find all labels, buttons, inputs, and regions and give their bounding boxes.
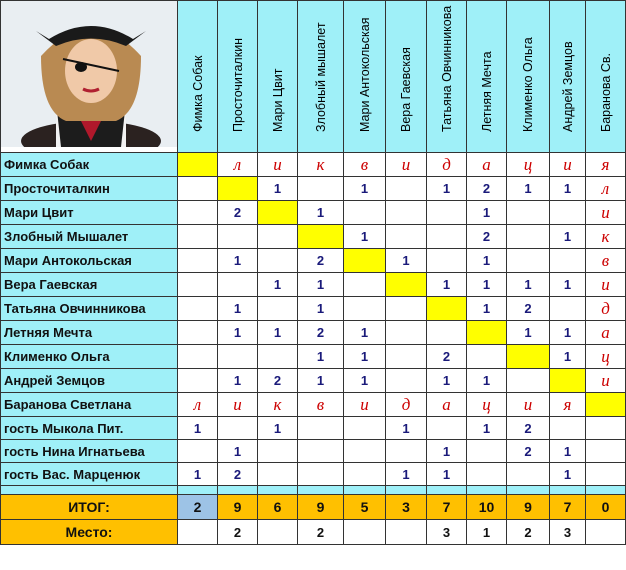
player-row xyxy=(1,177,626,201)
vote-cell xyxy=(218,417,258,440)
diagonal-cell xyxy=(344,249,386,273)
spacer-cell xyxy=(218,486,258,495)
vote-cell xyxy=(467,345,507,369)
total-cell: 5 xyxy=(344,495,386,520)
vote-cell: 1 xyxy=(386,463,427,486)
player-name: Мари Антокольская xyxy=(1,249,178,273)
diagonal-cell xyxy=(258,201,298,225)
vote-cell xyxy=(507,225,550,249)
vote-cell: 1 xyxy=(467,297,507,321)
vote-cell xyxy=(427,417,467,440)
letter-cell: д xyxy=(586,297,626,321)
vote-cell xyxy=(298,417,344,440)
vote-cell: 2 xyxy=(507,440,550,463)
column-header-label: Мари Цвит xyxy=(270,68,285,132)
diagonal-cell xyxy=(298,225,344,249)
vote-cell xyxy=(467,440,507,463)
vote-cell: 2 xyxy=(507,417,550,440)
column-header xyxy=(298,1,344,153)
column-header xyxy=(258,1,298,153)
vote-cell: 1 xyxy=(344,369,386,393)
player-name: Вера Гаевская xyxy=(1,273,178,297)
total-cell: 0 xyxy=(586,495,626,520)
vote-cell: 1 xyxy=(258,417,298,440)
diagonal-cell xyxy=(218,177,258,201)
vote-cell xyxy=(586,440,626,463)
vote-cell xyxy=(386,177,427,201)
letter-cell: ц xyxy=(586,345,626,369)
guest-row xyxy=(1,440,626,463)
spacer-cell xyxy=(298,486,344,495)
diagonal-cell xyxy=(178,153,218,177)
player-name: Татьяна Овчинникова xyxy=(1,297,178,321)
vote-cell xyxy=(386,369,427,393)
player-row xyxy=(1,153,626,177)
place-cell xyxy=(586,520,626,545)
player-name: Злобный Мышалет xyxy=(1,225,178,249)
diagonal-cell xyxy=(507,345,550,369)
vote-cell: 1 xyxy=(218,249,258,273)
vote-cell xyxy=(218,225,258,249)
player-row xyxy=(1,225,626,249)
column-header xyxy=(550,1,586,153)
player-row xyxy=(1,297,626,321)
vote-cell xyxy=(298,177,344,201)
vote-cell: 2 xyxy=(298,321,344,345)
column-header xyxy=(386,1,427,153)
diagonal-cell xyxy=(386,273,427,297)
spacer-cell xyxy=(386,486,427,495)
vote-cell xyxy=(344,201,386,225)
vote-cell: 2 xyxy=(218,201,258,225)
column-header-label: Вера Гаевская xyxy=(399,47,413,132)
vote-cell: 1 xyxy=(507,273,550,297)
vote-cell xyxy=(386,201,427,225)
vote-cell xyxy=(427,321,467,345)
diagonal-cell xyxy=(586,393,626,417)
total-cell: 6 xyxy=(258,495,298,520)
vote-cell: 2 xyxy=(467,225,507,249)
player-row xyxy=(1,321,626,345)
column-header xyxy=(218,1,258,153)
letter-cell: и xyxy=(258,153,298,177)
vote-cell xyxy=(386,321,427,345)
place-cell: 2 xyxy=(507,520,550,545)
vote-cell xyxy=(218,345,258,369)
column-header xyxy=(427,1,467,153)
vote-cell: 1 xyxy=(298,201,344,225)
spacer-cell xyxy=(258,486,298,495)
player-name: Фимка Собак xyxy=(1,153,178,177)
letter-cell: а xyxy=(586,321,626,345)
place-cell xyxy=(344,520,386,545)
letter-cell: л xyxy=(178,393,218,417)
letter-cell: в xyxy=(344,153,386,177)
spacer-cell xyxy=(586,486,626,495)
vote-cell: 1 xyxy=(467,369,507,393)
diagonal-cell xyxy=(467,321,507,345)
vote-cell: 1 xyxy=(344,345,386,369)
letter-cell: л xyxy=(586,177,626,201)
spacer-row xyxy=(1,486,626,495)
letter-cell: и xyxy=(586,273,626,297)
spacer-cell xyxy=(344,486,386,495)
vote-cell xyxy=(178,297,218,321)
letter-cell: и xyxy=(550,153,586,177)
letter-cell: д xyxy=(386,393,427,417)
letter-cell: и xyxy=(586,201,626,225)
spacer-cell xyxy=(507,486,550,495)
vote-cell: 1 xyxy=(550,440,586,463)
vote-cell: 1 xyxy=(427,273,467,297)
vote-cell: 1 xyxy=(178,417,218,440)
vote-cell xyxy=(258,345,298,369)
header-row xyxy=(1,1,626,153)
vote-cell: 1 xyxy=(467,201,507,225)
vote-cell: 1 xyxy=(344,177,386,201)
vote-cell xyxy=(550,417,586,440)
total-cell: 3 xyxy=(386,495,427,520)
vote-cell: 1 xyxy=(218,321,258,345)
player-row xyxy=(1,273,626,297)
place-cell: 3 xyxy=(550,520,586,545)
vote-cell xyxy=(507,201,550,225)
vote-cell: 2 xyxy=(258,369,298,393)
total-cell: 9 xyxy=(298,495,344,520)
vote-cell: 1 xyxy=(344,225,386,249)
vote-cell xyxy=(298,463,344,486)
vote-cell: 1 xyxy=(507,321,550,345)
place-cell xyxy=(178,520,218,545)
player-name: Летняя Мечта xyxy=(1,321,178,345)
vote-cell: 1 xyxy=(550,345,586,369)
vote-cell xyxy=(386,440,427,463)
column-header xyxy=(467,1,507,153)
vote-cell: 1 xyxy=(550,321,586,345)
vote-cell: 1 xyxy=(218,440,258,463)
letter-cell: ц xyxy=(467,393,507,417)
column-header-label: Татьяна Овчинникова xyxy=(439,5,454,132)
vote-cell xyxy=(427,201,467,225)
player-name: Клименко Ольга xyxy=(1,345,178,369)
total-cell: 7 xyxy=(550,495,586,520)
vote-cell xyxy=(344,417,386,440)
column-header-label: Просточиталкин xyxy=(230,37,245,132)
vote-cell: 1 xyxy=(218,297,258,321)
vote-cell: 1 xyxy=(178,463,218,486)
vote-cell xyxy=(258,440,298,463)
vote-cell xyxy=(178,369,218,393)
vote-cell: 1 xyxy=(298,273,344,297)
vote-cell xyxy=(344,273,386,297)
column-header-label: Мари Антокольская xyxy=(357,17,372,132)
vote-cell xyxy=(178,345,218,369)
column-header-label: Андрей Земцов xyxy=(560,41,575,132)
vote-cell: 2 xyxy=(427,345,467,369)
player-name: Баранова Светлана xyxy=(1,393,178,417)
player-row xyxy=(1,345,626,369)
player-row xyxy=(1,369,626,393)
letter-cell: я xyxy=(586,153,626,177)
vote-cell xyxy=(178,273,218,297)
vote-cell: 1 xyxy=(467,273,507,297)
total-cell: 9 xyxy=(218,495,258,520)
player-name: Мари Цвит xyxy=(1,201,178,225)
vote-cell: 1 xyxy=(550,463,586,486)
place-cell xyxy=(258,520,298,545)
vote-cell: 1 xyxy=(344,321,386,345)
vote-cell xyxy=(178,201,218,225)
spacer-cell xyxy=(1,486,178,495)
letter-cell: и xyxy=(218,393,258,417)
total-label: ИТОГ: xyxy=(1,495,178,520)
vote-cell xyxy=(258,225,298,249)
vote-cell xyxy=(550,201,586,225)
vote-cell: 2 xyxy=(218,463,258,486)
total-cell: 9 xyxy=(507,495,550,520)
letter-cell: я xyxy=(550,393,586,417)
spacer-cell xyxy=(550,486,586,495)
column-header-label: Клименко Ольга xyxy=(521,37,535,132)
column-header-label: Летняя Мечта xyxy=(479,51,494,132)
vote-cell xyxy=(178,225,218,249)
vote-cell xyxy=(258,463,298,486)
place-cell: 2 xyxy=(218,520,258,545)
column-header-label: Баранова Св. xyxy=(598,53,613,132)
letter-cell: к xyxy=(298,153,344,177)
vote-cell xyxy=(218,273,258,297)
vote-cell xyxy=(344,440,386,463)
column-header xyxy=(586,1,626,153)
vote-cell xyxy=(507,369,550,393)
vote-cell xyxy=(298,440,344,463)
player-name: Просточиталкин xyxy=(1,177,178,201)
guest-row xyxy=(1,463,626,486)
column-header-label: Злобный мышалет xyxy=(313,22,328,132)
spacer-cell xyxy=(178,486,218,495)
letter-cell: в xyxy=(298,393,344,417)
place-label: Место: xyxy=(1,520,178,545)
letter-cell: к xyxy=(586,225,626,249)
letter-cell: и xyxy=(344,393,386,417)
vote-cell xyxy=(178,440,218,463)
vote-cell: 1 xyxy=(386,417,427,440)
vote-cell xyxy=(427,225,467,249)
guest-name: гость Вас. Марценюк xyxy=(1,463,178,486)
vote-cell xyxy=(386,345,427,369)
total-cell: 7 xyxy=(427,495,467,520)
diagonal-cell xyxy=(427,297,467,321)
vote-cell xyxy=(507,463,550,486)
vote-cell xyxy=(344,297,386,321)
vote-cell: 1 xyxy=(258,273,298,297)
place-cell: 1 xyxy=(467,520,507,545)
letter-cell: и xyxy=(386,153,427,177)
vote-cell xyxy=(550,297,586,321)
pirate-portrait-icon xyxy=(1,1,177,147)
total-cell: 10 xyxy=(467,495,507,520)
vote-cell: 2 xyxy=(467,177,507,201)
vote-cell: 1 xyxy=(298,369,344,393)
vote-cell xyxy=(178,321,218,345)
total-row xyxy=(1,495,626,520)
vote-cell xyxy=(258,249,298,273)
portrait-image xyxy=(1,1,178,153)
vote-cell: 1 xyxy=(550,225,586,249)
vote-cell xyxy=(427,249,467,273)
vote-cell: 1 xyxy=(507,177,550,201)
column-header xyxy=(178,1,218,153)
player-name: Андрей Земцов xyxy=(1,369,178,393)
place-cell: 3 xyxy=(427,520,467,545)
vote-cell: 1 xyxy=(467,249,507,273)
vote-cell xyxy=(586,417,626,440)
letter-cell: в xyxy=(586,249,626,273)
guest-row xyxy=(1,417,626,440)
vote-cell: 1 xyxy=(258,321,298,345)
column-header xyxy=(507,1,550,153)
letter-cell: а xyxy=(467,153,507,177)
vote-cell: 2 xyxy=(298,249,344,273)
vote-cell xyxy=(467,463,507,486)
guest-name: гость Нина Игнатьева xyxy=(1,440,178,463)
vote-cell: 1 xyxy=(218,369,258,393)
vote-cell: 1 xyxy=(427,463,467,486)
vote-cell xyxy=(178,177,218,201)
letter-cell: л xyxy=(218,153,258,177)
vote-cell xyxy=(507,249,550,273)
vote-cell: 1 xyxy=(298,345,344,369)
vote-cell: 2 xyxy=(507,297,550,321)
player-row xyxy=(1,201,626,225)
vote-cell: 1 xyxy=(467,417,507,440)
vote-cell: 1 xyxy=(258,177,298,201)
vote-cell: 1 xyxy=(427,177,467,201)
vote-cell: 1 xyxy=(427,369,467,393)
place-cell xyxy=(386,520,427,545)
vote-cell xyxy=(344,463,386,486)
letter-cell: и xyxy=(586,369,626,393)
vote-cell xyxy=(386,297,427,321)
vote-cell xyxy=(178,249,218,273)
vote-cell xyxy=(386,225,427,249)
vote-cell: 1 xyxy=(550,273,586,297)
place-row xyxy=(1,520,626,545)
letter-cell: к xyxy=(258,393,298,417)
diagonal-cell xyxy=(550,369,586,393)
column-header-label: Фимка Собак xyxy=(190,55,205,132)
vote-cell xyxy=(586,463,626,486)
letter-cell: ц xyxy=(507,153,550,177)
vote-cell: 1 xyxy=(298,297,344,321)
spacer-cell xyxy=(427,486,467,495)
column-header xyxy=(344,1,386,153)
place-cell: 2 xyxy=(298,520,344,545)
vote-cell: 1 xyxy=(427,440,467,463)
spacer-cell xyxy=(467,486,507,495)
player-row xyxy=(1,393,626,417)
guest-name: гость Мыкола Пит. xyxy=(1,417,178,440)
vote-cell: 1 xyxy=(550,177,586,201)
total-cell: 2 xyxy=(178,495,218,520)
letter-cell: д xyxy=(427,153,467,177)
player-row xyxy=(1,249,626,273)
vote-cell xyxy=(550,249,586,273)
letter-cell: и xyxy=(507,393,550,417)
vote-cell xyxy=(258,297,298,321)
letter-cell: а xyxy=(427,393,467,417)
vote-cell: 1 xyxy=(386,249,427,273)
